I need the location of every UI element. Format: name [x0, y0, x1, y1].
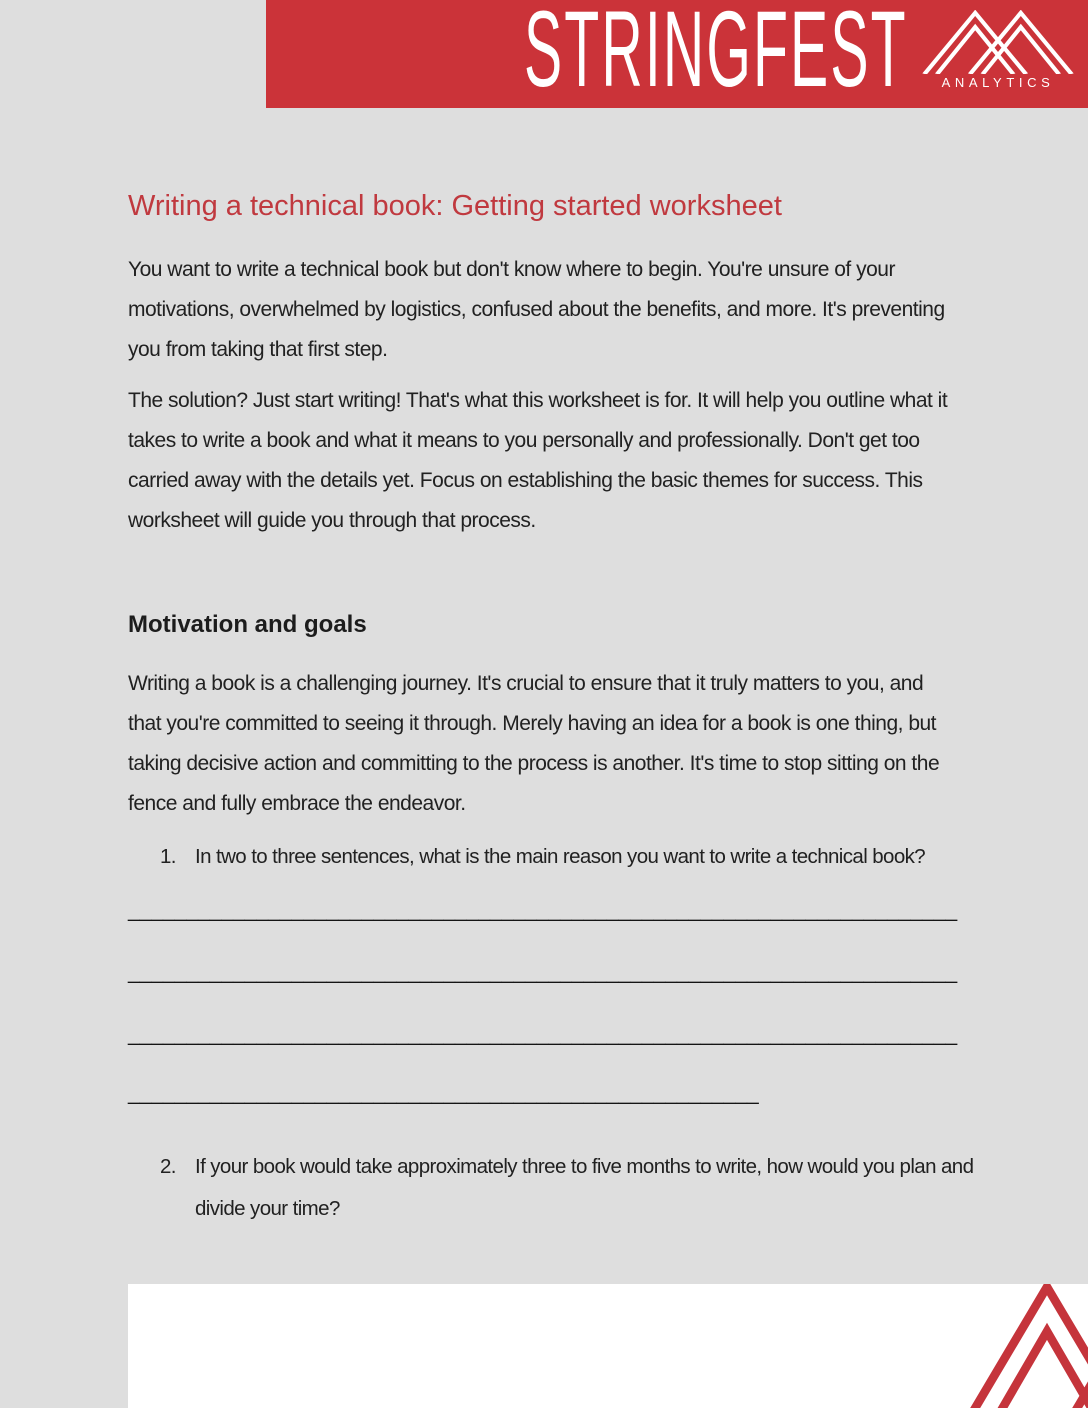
intro-paragraph: You want to write a technical book but don't know where to begin. You're unsure of your motivations, overwhelmed by logistics, confused about the benefits, and more. It's preventing you from taking that first step. [128, 258, 945, 361]
section-paragraph: Writing a book is a challenging journey. It's crucial to ensure that it truly matters to you, and that you're committed to seeing it through. Merely having an idea for a book is one thing, but taking decisive action and committing to the process is another. It's time to stop sitting on the fence and fully embrace the endeavor. [128, 672, 940, 815]
answer-blank-line: _______________________________________________________________________ [128, 899, 958, 922]
mountain-m-logo-icon [922, 10, 1074, 74]
brand-logo [922, 10, 1074, 90]
brand-sub-label: ANALYTICS [941, 75, 1055, 90]
intro-paragraph: The solution? Just start writing! That's what this worksheet is for. It will help you outline what it takes to write a book and what it means to you personally and professionally. Don't get too carried away with the details yet. Focus on establishing the basic themes for success. This worksheet will guide you through that process. [128, 389, 948, 532]
question-item-1 [160, 836, 995, 878]
page-title: Writing a technical book: Getting started worksheet [128, 190, 782, 222]
section-heading: Motivation and goals [128, 611, 367, 638]
question-text: If your book would take approximately three to five months to write, how would you plan and divide your time? [195, 1155, 974, 1220]
question-number: 2. [160, 1155, 176, 1178]
question-text: In two to three sentences, what is the main reason you want to write a technical book? [195, 845, 926, 868]
answer-blank-line: _______________________________________________________________________ [128, 1023, 958, 1046]
answer-blank-line: _______________________________________________________________________ [128, 961, 958, 984]
brand-wordmark: STRINGFEST [524, 0, 908, 109]
mountain-m-logo-icon [928, 1284, 1088, 1408]
header-banner [266, 0, 1088, 108]
question-number: 1. [160, 845, 176, 868]
answer-blank-line: ______________________________________________________ [128, 1082, 759, 1105]
question-item-2 [160, 1146, 995, 1230]
footer-strip [128, 1284, 1088, 1408]
